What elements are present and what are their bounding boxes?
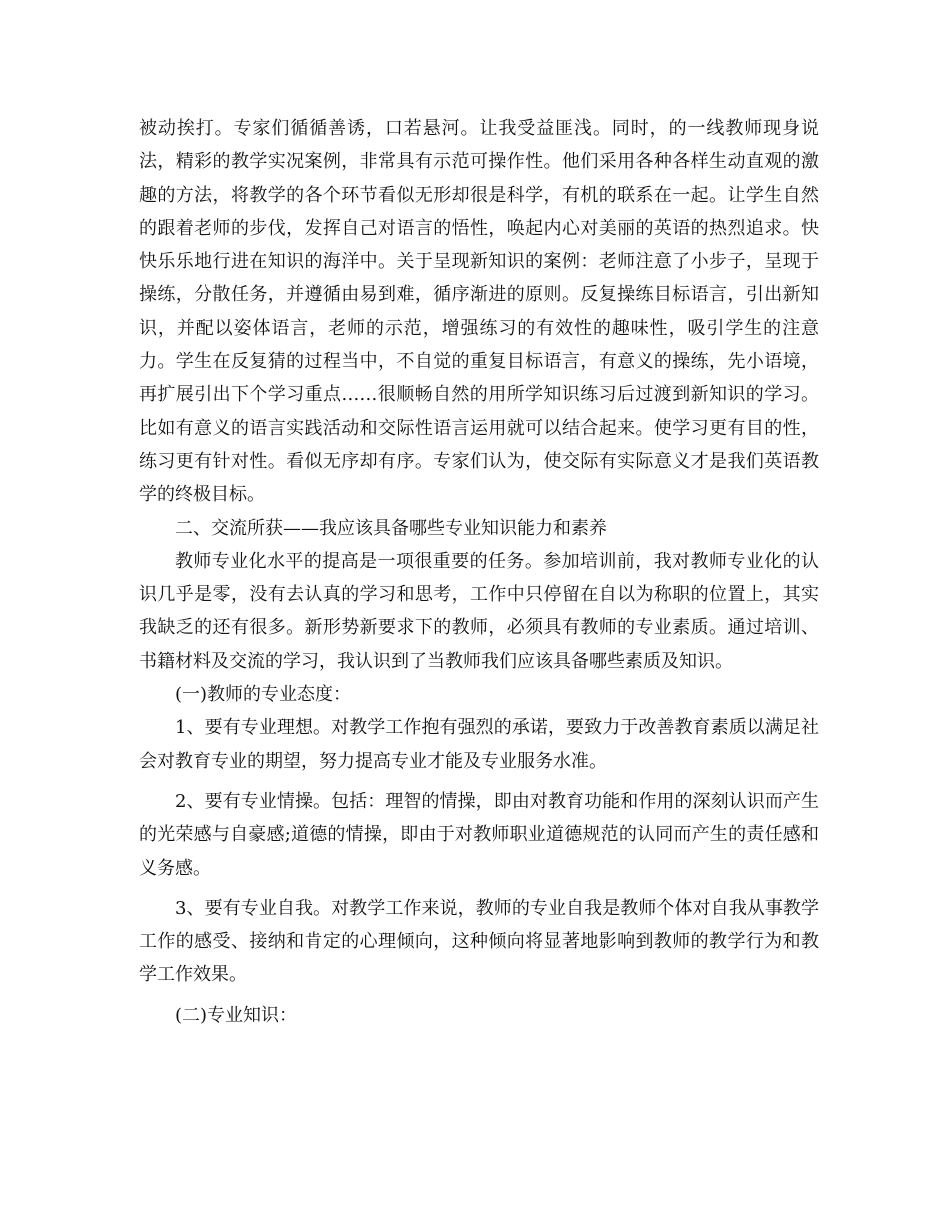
document-body [139,112,819,1032]
paragraph-continuation: 被动挨打。专家们循循善诱，口若悬河。让我受益匪浅。同时，的一线教师现身说法，精彩的教学实况案例，非常具有示范可操作性。他们采用各种各样生动直观的激趣的方法，将教学的各个环节看似无形却很是科学，有机的联系在一起。让学生自然的跟着老师的步伐，发挥自己对语言的悟性，唤起内心对美丽的英语的热烈追求。快快乐乐地行进在知识的海洋中。关于呈现新知识的案例：老师注意了小步子，呈现于操练，分散任务，并遵循由易到难，循序渐进的原则。反复操练目标语言，引出新知识，并配以姿体语言，老师的示范，增强练习的有效性的趣味性，吸引学生的注意力。学生在反复猜的过程当中，不自觉的重复目标语言，有意义的操练，先小语境，再扩展引出下个学习重点……很顺畅自然的用所学知识练习后过渡到新知识的学习。比如有意义的语言实践活动和交际性语言运用就可以结合起来。使学习更有目的性，练习更有针对性。看似无序却有序。专家们认为，使交际有实际意义才是我们英语教学的终极目标。 [139,118,819,506]
list-item-professional-ideal: 1、要有专业理想。对教学工作抱有强烈的承诺，要致力于改善教育素质以满足社会对教育专业的期望，努力提高专业才能及专业服务水准。 [139,717,819,772]
list-item-professional-sentiment: 2、要有专业情操。包括：理智的情操，即由对教育功能和作用的深刻认识而产生的光荣感与自豪感;道德的情操，即由于对教师职业道德规范的认同而产生的责任感和义务感。 [139,790,819,879]
subheading-professional-knowledge: (二)专业知识： [175,1004,298,1026]
paragraph-professionalization: 教师专业化水平的提高是一项很重要的任务。参加培训前，我对教师专业化的认识几乎是零，没有去认真的学习和思考，工作中只停留在自以为称职的位置上，其实我缺乏的还有很多。新形势新要求下的教师，必须具有教师的专业素质。通过培训、书籍材料及交流的学习，我认识到了当教师我们应该具备哪些素质及知识。 [139,550,819,672]
subheading-professional-attitude: (一)教师的专业态度： [175,684,352,706]
list-item-professional-self: 3、要有专业自我。对教学工作来说，教师的专业自我是教师个体对自我从事教学工作的感受、接纳和肯定的心理倾向，这种倾向将显著地影响到教师的教学行为和教学工作效果。 [139,897,819,986]
section-heading-2: 二、交流所获——我应该具备哪些专业知识能力和素养 [175,517,607,539]
